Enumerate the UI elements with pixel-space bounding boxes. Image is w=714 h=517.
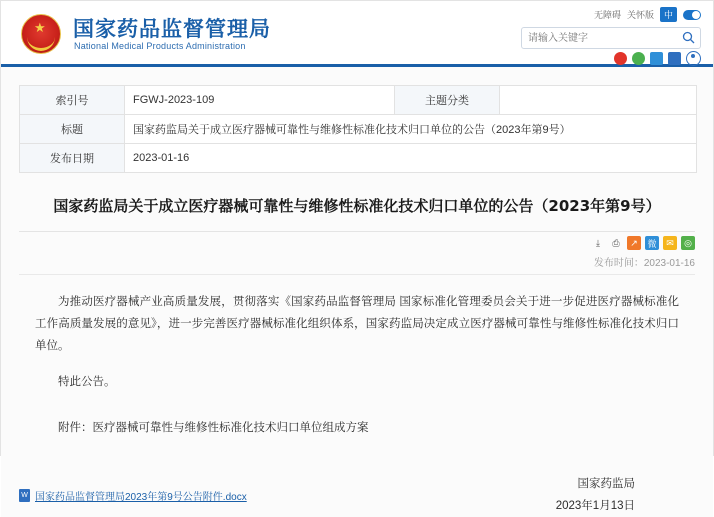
category-value (500, 86, 697, 115)
org-name-en: National Medical Products Administration (74, 41, 246, 51)
publish-time: 发布时间：2023-01-16 (593, 258, 695, 269)
share-icon[interactable]: ↗ (627, 236, 641, 250)
document-meta-table (19, 85, 697, 173)
body-paragraph: 为推动医疗器械产业高质量发展，贯彻落实《国家药品监督管理局 国家标准化管理委员会关于进一步促进医疗器械标准化工作高质量发展的意见》，进一步完善医疗器械标准化组织体系，国家药监局决定成立医疗器械可靠性与维修性标准化技术归口单位。 (35, 296, 679, 352)
category-label: 主题分类 (395, 86, 500, 115)
user-icon[interactable] (686, 51, 701, 66)
search-icon[interactable] (682, 31, 695, 44)
mobile-icon[interactable] (650, 52, 663, 65)
national-emblem-icon: ★ (17, 10, 65, 58)
title-value: 国家药监局关于成立医疗器械可靠性与维修性标准化技术归口单位的公告（2023年第9号） (125, 115, 697, 144)
signature-date: 2023年1月13日 (555, 500, 635, 512)
org-name-cn: 国家药品监督管理局 (73, 17, 271, 41)
signature-org: 国家药监局 (577, 478, 635, 490)
header-tools (594, 7, 701, 22)
date-label: 发布日期 (20, 144, 125, 173)
site-header (1, 1, 713, 67)
body-paragraph: 特此公告。 (58, 376, 116, 388)
print-icon[interactable]: ⎙ (612, 237, 620, 248)
content-area (1, 85, 713, 517)
barrier-free-link[interactable]: 无障碍 (593, 10, 621, 20)
attachment-reference: 附件：医疗器械可靠性与维修性标准化技术归口单位组成方案 (58, 422, 369, 434)
weibo-share-icon[interactable]: 微 (645, 236, 659, 250)
language-toggle[interactable] (683, 10, 701, 20)
search-box[interactable] (521, 27, 701, 49)
wechat-share-icon[interactable]: ✉ (663, 236, 677, 250)
title-label: 标题 (20, 115, 125, 144)
attachment-bar[interactable] (19, 488, 247, 503)
weibo-icon[interactable] (614, 52, 627, 65)
table-row (20, 86, 697, 115)
action-icons (591, 236, 695, 250)
table-row (20, 115, 697, 144)
download-icon[interactable]: ⤓ (596, 237, 600, 248)
page-title: 国家药监局关于成立医疗器械可靠性与维修性标准化技术归口单位的公告（2023年第9号） (53, 197, 661, 215)
word-doc-icon: W (19, 489, 30, 502)
wechat-icon[interactable] (632, 52, 645, 65)
index-value: FGWJ-2023-109 (125, 86, 395, 115)
divider (19, 274, 695, 275)
language-button[interactable]: 中 (660, 7, 677, 22)
document-body (35, 291, 679, 517)
attachment-link[interactable]: 国家药品监督管理局2023年第9号公告附件.docx (35, 492, 247, 503)
qq-share-icon[interactable]: ◎ (681, 236, 695, 250)
social-icon-row (614, 51, 701, 66)
table-row (20, 144, 697, 173)
care-version-link[interactable]: 关怀版 (626, 10, 654, 20)
index-label: 索引号 (20, 86, 125, 115)
action-row (19, 232, 695, 269)
date-value: 2023-01-16 (125, 144, 697, 173)
search-input[interactable] (522, 28, 682, 48)
mail-icon[interactable] (668, 52, 681, 65)
